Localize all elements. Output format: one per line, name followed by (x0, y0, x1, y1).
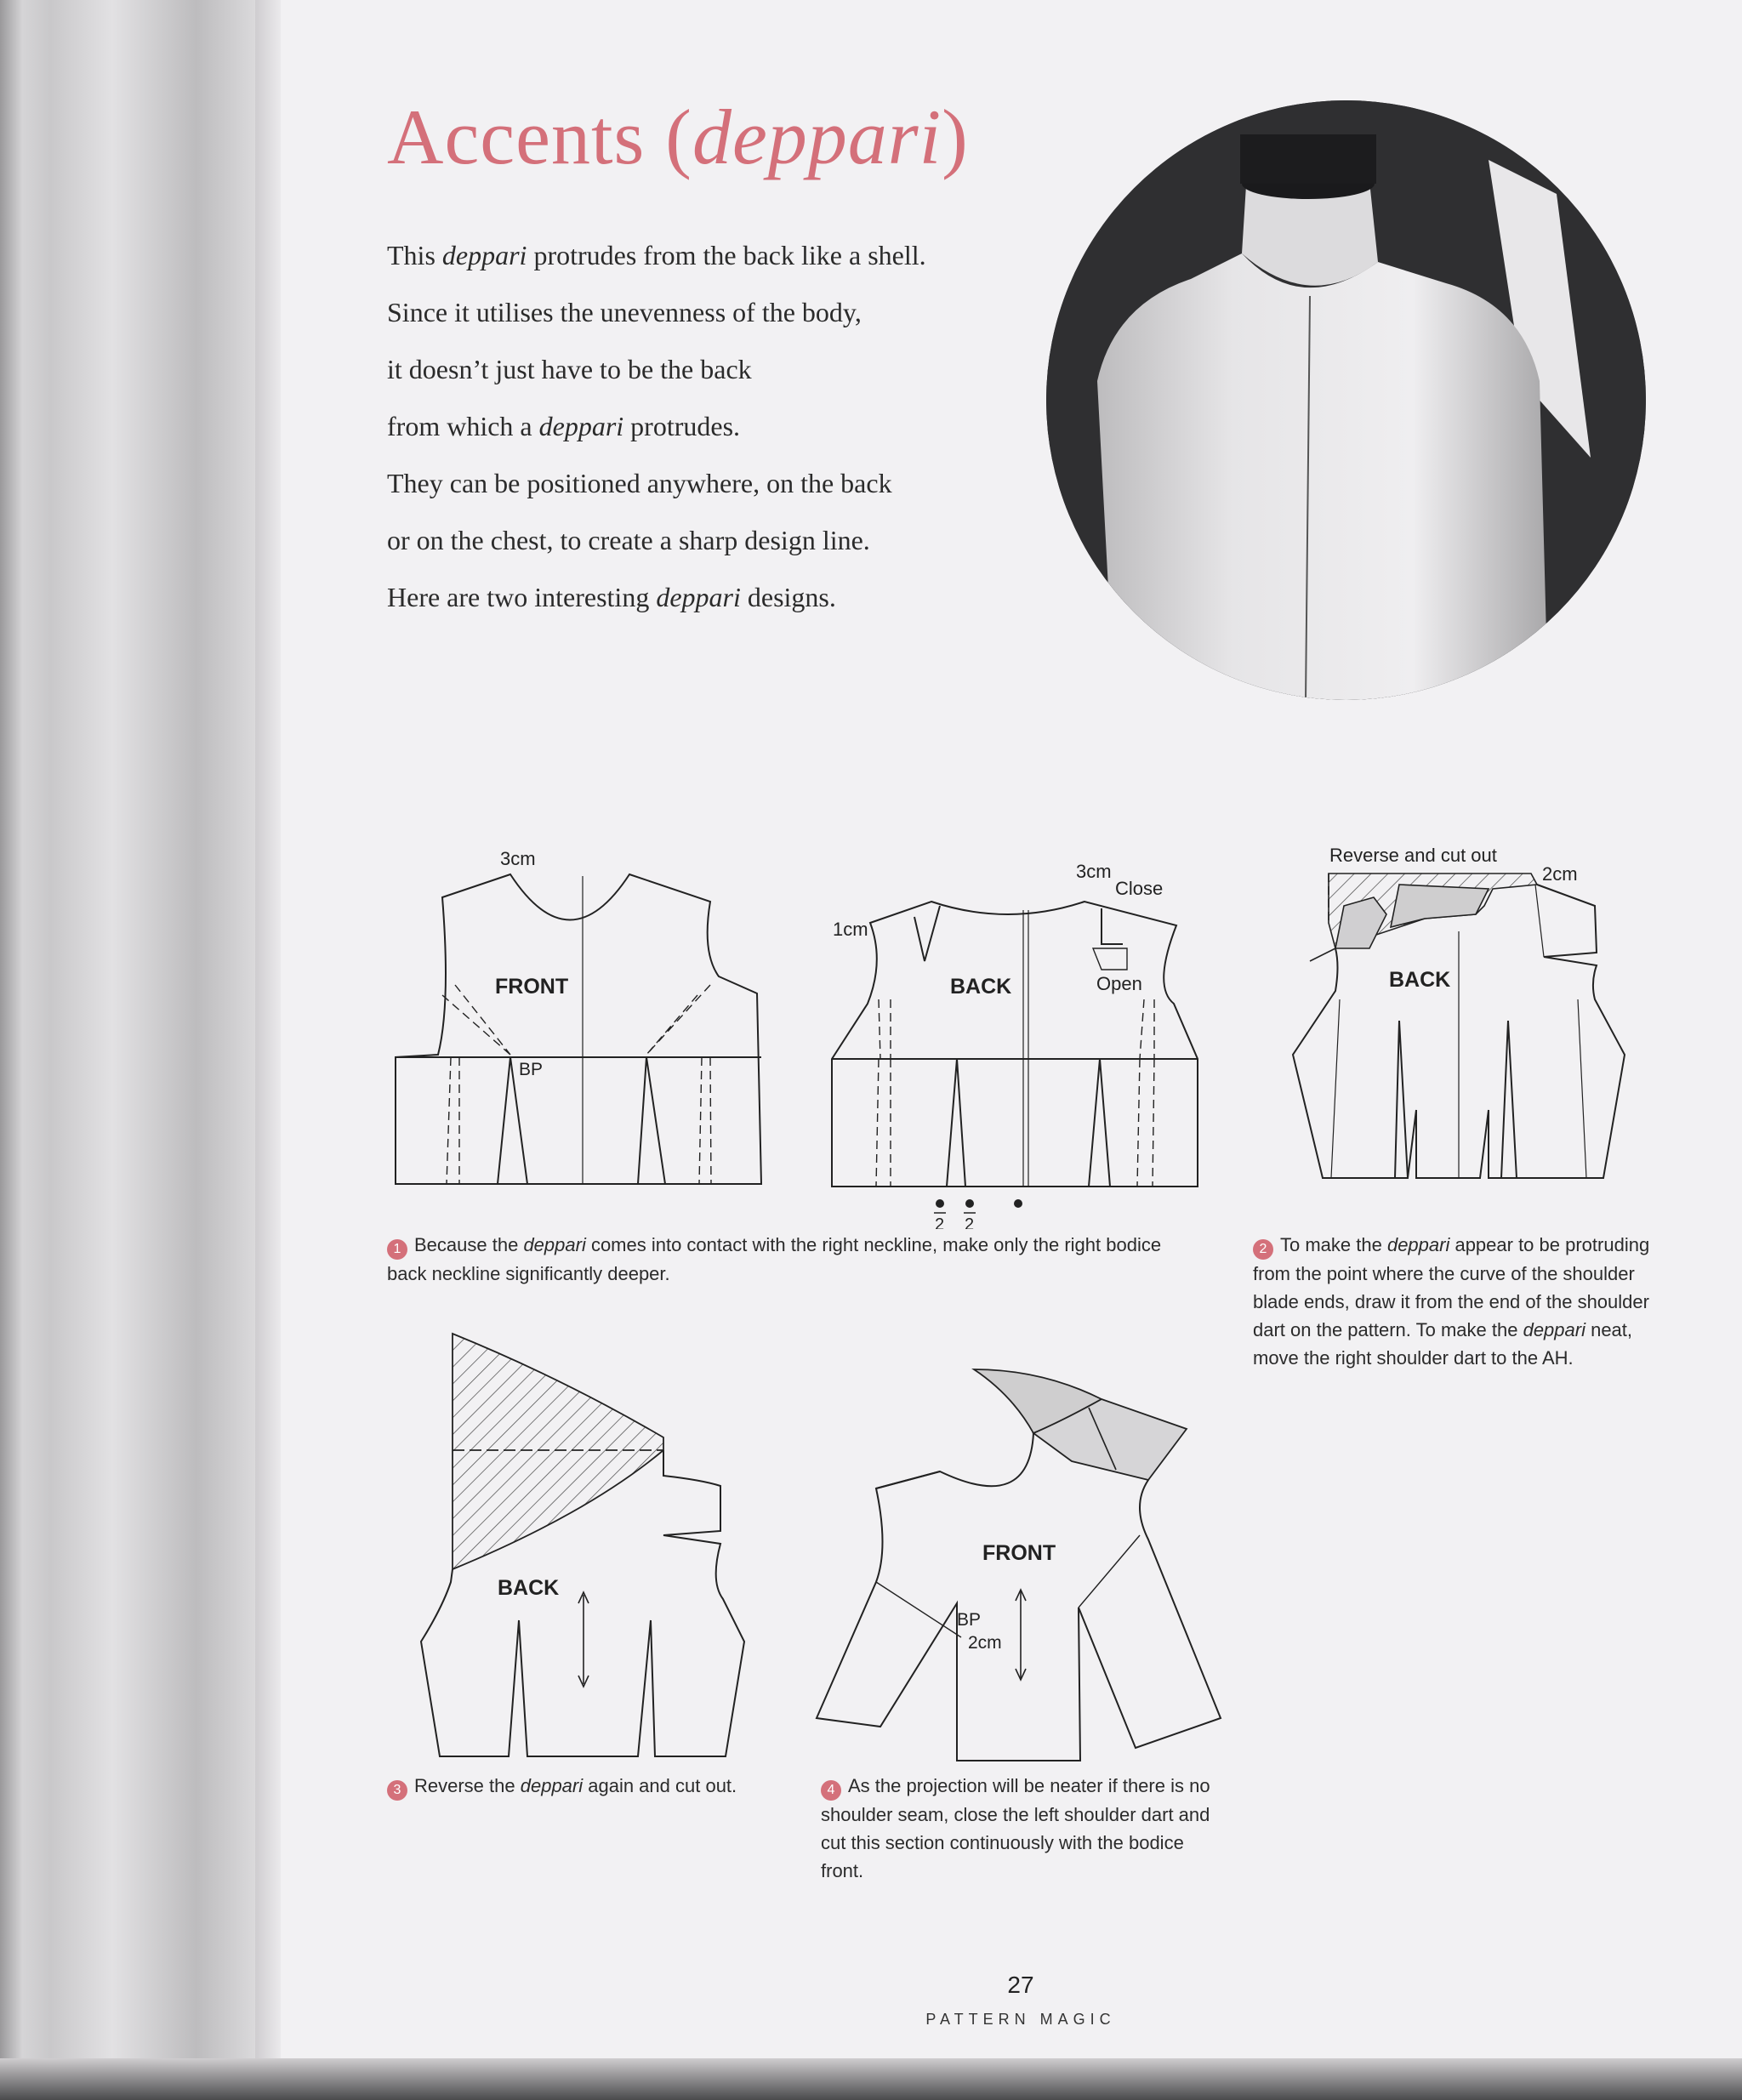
label-close: Close (1115, 878, 1164, 899)
label-3cm: 3cm (1076, 861, 1112, 882)
back-deppari-diagram (408, 1327, 749, 1769)
label-open: Open (1096, 973, 1142, 994)
step-number-4: 4 (821, 1780, 841, 1801)
intro-line: This deppari protrudes from the back like a shell. (387, 240, 926, 270)
label-2cm: 2cm (968, 1633, 1002, 1653)
intro-line: or on the chest, to create a sharp design line. (387, 525, 870, 555)
label-reverse: Reverse and cut out (1329, 845, 1497, 866)
label-bp: BP (519, 1060, 544, 1079)
scan-edge (0, 2058, 1742, 2100)
step-number-1: 1 (387, 1239, 407, 1260)
intro-line: Since it utilises the unevenness of the body, (387, 297, 862, 327)
running-footer: PATTERN MAGIC (925, 2011, 1116, 2028)
intro-line: from which a deppari protrudes. (387, 411, 741, 441)
step-number-3: 3 (387, 1780, 407, 1801)
label-2cm: 2cm (1542, 863, 1578, 885)
front-deppari-diagram (808, 1361, 1225, 1769)
intro-line: Here are two interesting deppari designs. (387, 582, 836, 612)
intro-line: it doesn’t just have to be the back (387, 354, 752, 384)
label-half: 2 (935, 1215, 945, 1229)
label-back: BACK (1389, 968, 1451, 992)
back-reverse-diagram (1289, 838, 1637, 1195)
front-bodice-diagram (391, 842, 774, 1199)
back-bodice-diagram (829, 851, 1204, 1229)
label-back: BACK (498, 1576, 560, 1600)
label-front: FRONT (982, 1541, 1056, 1565)
page-title: Accents (deppari) (387, 94, 969, 180)
caption-2: 2 To make the deppari appear to be protruding from the point where the curve of the shoulder blade ends, draw it from the end of the shoulder dart on the pattern. To make the deppari neat, move the right shoulder dart to the AH. (1253, 1234, 1650, 1369)
facing-page-photo (0, 0, 281, 2100)
caption-4: 4 As the projection will be neater if there is no shoulder seam, close the left shoulder dart and cut this section continuously with the bodice front. (821, 1775, 1210, 1881)
label-3cm: 3cm (500, 848, 536, 869)
caption-3: 3 Reverse the deppari again and cut out. (387, 1772, 761, 1801)
step-number-2: 2 (1253, 1239, 1273, 1260)
label-front: FRONT (495, 975, 569, 999)
caption-1: 1 Because the deppari comes into contact with the right neckline, make only the right bodice back neckline significantly deeper. (387, 1234, 1162, 1284)
label-bp: BP (957, 1610, 982, 1630)
label-back: BACK (950, 975, 1012, 999)
label-1cm: 1cm (833, 919, 868, 940)
intro-line: They can be positioned anywhere, on the back (387, 468, 892, 498)
dress-form-photo (1046, 100, 1646, 700)
page-number: 27 (1007, 1972, 1034, 1998)
label-half: 2 (965, 1215, 975, 1229)
